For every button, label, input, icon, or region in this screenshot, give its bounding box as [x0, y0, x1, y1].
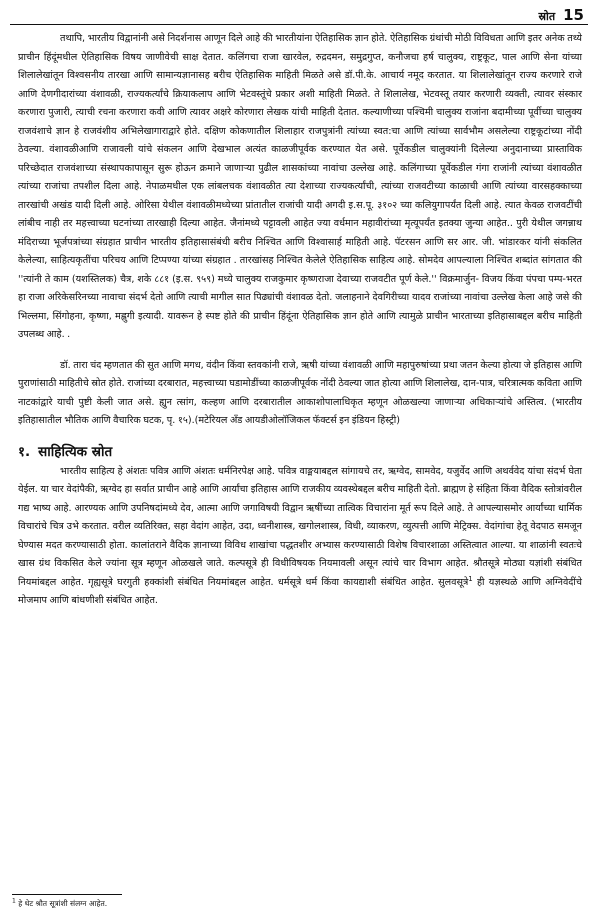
section-title: साहित्यिक स्रोत	[38, 443, 113, 460]
header-rule	[10, 24, 588, 25]
section-gap	[18, 431, 582, 441]
footnote-rule	[12, 894, 122, 895]
page-number: 15	[563, 6, 584, 24]
footnote-marker: 1	[12, 897, 16, 905]
paragraph-tarachand: डॉ. तारा चंद म्हणतात की सुत आणि मगध, वंदीन किंवा स्तवकांनी राजे, ऋषी यांच्या वंशावळी आणि महापुरुषांच्या प्रथा जतन केल्या होत्या जे इतिहास आणि पुराणांसाठी माहितीचे स्रोत होते. राजांच्या दरबारात, महत्त्वाच्या घडामोडींच्या काळजीपूर्वक नोंदी ठेवल्या जात होत्या आणि शिलालेख, दान-पात्र, चरित्रात्मक कविता आणि नाटकांद्वारे याची पुष्टी केली जात असे. ह्युन त्सांग, कल्हण आणि दरबारातील आकाशोपालाधिकृत म्हणून ओळखल्या जाणाऱ्या अधिकाऱ्यांचे अस्तित्व. (भारतीय इतिहासातील भौतिक आणि वैचारिक घटक, पृ. १५).(मटेरियल अँड आयडीओलॉजिकल फॅक्टर्स इन इंडियन हिस्ट्री)	[18, 359, 582, 426]
section-heading	[18, 441, 582, 463]
running-header	[538, 6, 584, 24]
paragraph-gap	[18, 345, 582, 357]
paragraph-literary-sources	[18, 463, 582, 611]
footnote	[12, 899, 107, 909]
footnote-reference[interactable]: 1	[468, 574, 473, 583]
footnote-text: हे थेट श्रौत सूत्रांशी संलग्न आहेत.	[15, 899, 108, 908]
paragraph-literary-tail: ही यज्ञस्थळे आणि अग्निवेदींचे मोजमाप आणि बांधणीशी संबंधित आहेत.	[18, 576, 582, 606]
page-body	[18, 30, 582, 611]
section-number: १.	[18, 443, 31, 460]
header-title: स्रोत	[538, 10, 556, 23]
paragraph-historical-knowledge: तथापि, भारतीय विद्वानांनी असे निदर्शनास आणून दिले आहे की भारतीयांना ऐतिहासिक ज्ञान होते. ऐतिहासिक ग्रंथांची मोठी विविधता आणि इतर अनेक तथ्ये प्राचीन हिंदूंमधील ऐतिहासिक विषय जाणीवेची साक्ष देतात. कलिंगचा राजा खारवेल, रुद्रदमन, समुद्रगुप्त, कनौजचा हर्ष चालुक्य, राष्ट्रकूट, पाल आणि सेना यांच्या शिलालेखांतून विश्वसनीय तारखा आणि सामान्यज्ञानासह बरीच ऐतिहासिक माहिती मिळते असे डॉ.पी.के. आचार्य नमूद करतात. या शिलालेखांतून राज्य करणारे राजे आणि देणगीदारांच्या वंशावळी, राज्यकर्त्यांचे क्रियाकलाप आणि भेटवस्तूंचे प्रकार अशी माहिती मिळते. ते शिलालेख, भेटवस्तू तयार करणारी व्यक्ती, त्यावर संस्कार करणारा पुजारी, त्याची रचना करणारा कवी आणि त्यावर अक्षरे कोरणारा लेखक यांची माहिती देतात. कल्याणीच्या पश्चिमी चालुक्य राजांना बदामीच्या पूर्वीच्या चालुक्य राजवंशाचे ज्ञान हे राजवंशीय अभिलेखागाराद्वारे होते. दक्षिण कोकणातील शिलाहार राजपुत्रांनी त्यांच्या स्वत:चा आणि त्यांच्या सार्वभौम असलेल्या राष्ट्रकूटांच्या नोंदी ठेवल्या. वंशावळीआणि राजावली यांचे संकलन आणि देखभाल अत्यंत काळजीपूर्वक करण्यात येत असे. पूर्वेकडील चालुक्यांनी दिलेल्या अनुदानाच्या प्रास्ताविक परिच्छेदात राजवंशाच्या संस्थापकापासून सुरू होऊन क्रमाने जाणाऱ्या पुढील शासकांच्या नावांचा उल्लेख आहे. कलिंगाच्या पूर्वेकडील गंगा राजांनी त्यांच्या वंशावळीत त्यांच्या राजांचा तपशील दिला आहे. नेपाळमधील एक लांबलचक वंशावळीत त्या देशाच्या राज्यकर्त्यांची, त्यांच्या राजवटीच्या काळाची आणि त्यांच्या वारसहक्काच्या तारखांची अखंड यादी दिली आहे. ओरिसा येथील वंशावळीमध्येच्या प्रांतातील राजांची यादी अगदी इ.स.पू. ३१०२ च्या कलियुगापर्यंत दिली आहे. त्यात केवळ राजवटींची लांबीच नाही तर महत्त्वाच्या घटनांच्या तारखाही दिल्या आहेत. जैनांमध्ये पट्टावली आहेत ज्या वर्धमान महावीरांच्या मृत्यूपर्यंत इतक्या जुन्या आहेत.. पुरी येथील जगन्नाथ मंदिराच्या भूर्जपत्रांच्या संग्रहात प्राचीन भारतीय इतिहासासंबंधी बरीच निश्चित आणि विश्वासार्ह माहिती आहे. पॅटरसन आणि सर आर. जी. भांडारकर यांनी संकलित केलेल्या, साहित्यकृतींचा परिचय आणि टिप्पण्या यांच्या संग्रहात . तारखांसह निश्चित केलेले ऐतिहासिक साहित्य आहे. सोमदेव आपल्याला निश्चित शब्दांत सांगतात की ''त्यांनी ते काम (यशस्तिलक) चैत्र, शके ८८१ (इ.स. ९५९) मध्ये चालुक्य राजकुमार कृष्णराजा देवाच्या राजवटीत पूर्ण केले.'' विक्रमार्जुन- विजय किंवा पंपचा पम्प-भरत हा राजा अरिकेसरिनच्या नावाचा संदर्भ देतो आणि त्याची मागील सात पिढ्यांची वंशावळ देतो. जलाहनाने देवगिरीच्या यादव राजांच्या नावांचा उल्लेख केला आहे जसे की भिल्लमा, सिंगोहना, कृष्णा, मह्लुगी इत्यादी. यावरून हे स्पष्ट होते की प्राचीन हिंदूंना ऐतिहासिक ज्ञान होते आणि त्यामुळे प्राचीन भारताच्या इतिहासाबद्दल बरीच माहिती उपलब्ध आहे. .	[18, 33, 582, 340]
paragraph-literary-main: भारतीय साहित्य हे अंशतः पवित्र आणि अंशतः धर्मनिरपेक्ष आहे. पवित्र वाङ्मयाबद्दल सांगायचे तर, ऋग्वेद, सामवेद, यजुर्वेद आणि अथर्ववेद यांचा संदर्भ घेता येईल. या चार वेदांपैकी, ऋग्वेद हा सर्वात प्राचीन आहे आणि आर्यांचा इतिहास आणि राजकीय व्यवस्थेबद्दल बरीच माहिती देतो. ब्राह्मण हे संहिता किंवा वैदिक स्तोत्रांवरील गद्य भाष्य आहे. आरण्यक आणि उपनिषदांमध्ये देव, आत्मा आणि जगाविषयी विद्वान ऋषींच्या तात्विक विचारांना मूर्त रूप दिले आहे. ते आपल्यासमोर आर्यांच्या धार्मिक विचारांचे चित्र उभे करतात. वरील व्यतिरिक्त, सहा वेदांग आहेत, उदा, ध्वनीशास्त्र, खगोलशास्त्र, विधी, व्याकरण, व्युत्पत्ती आणि मेट्रिक्स. वेदांगांचा हेतू वेदपाठ समजून घेण्यास मदत करण्यासाठी होता. कालांतराने वैदिक ज्ञानाच्या विविध शाखांचा पद्धतशीर अभ्यास करण्यासाठी विशेष विचारशाळा अस्तित्वात आल्या. या शाळांनी स्वतःचे खास ग्रंथ विकसित केले ज्यांना सूत्र म्हणून ओळखले जाते. कल्पसूत्रे ही विधीविषयक नियमावली असून त्यांचे चार विभाग आहेत. श्रौतसूत्रे मोठ्या यज्ञांशी संबंधित नियमांबद्दल आहेत. गृह्यसूत्रे घरगुती हक्कांशी संबंधित नियमांबद्दल आहेत. धर्मसूत्रे धर्म किंवा कायद्याशी संबंधित आहेत. सुलवसूत्रे	[18, 465, 582, 588]
